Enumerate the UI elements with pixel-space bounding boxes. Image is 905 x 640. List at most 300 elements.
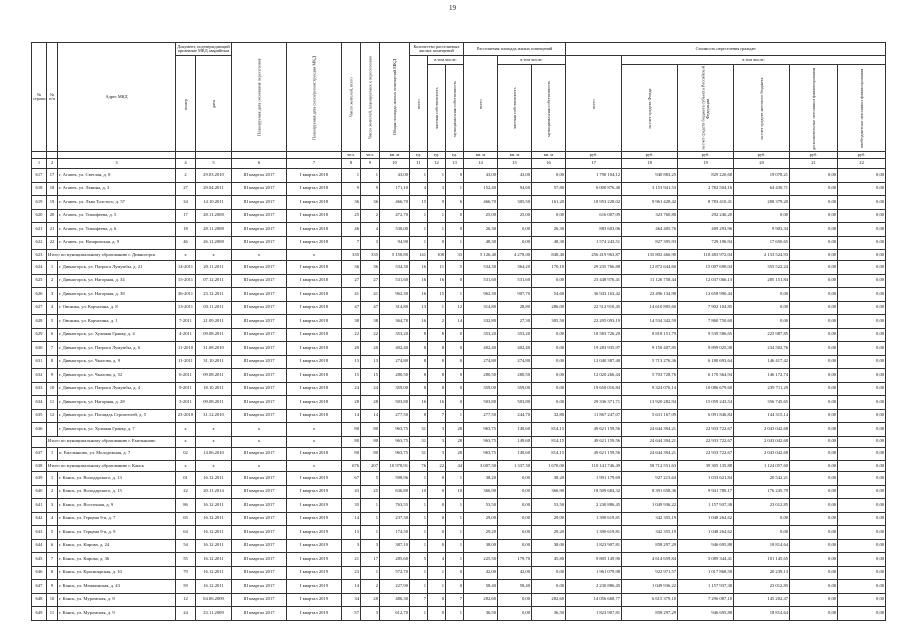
row-number: 642 bbox=[32, 512, 47, 526]
cell-ar: 359,00 bbox=[464, 382, 498, 396]
cell-dd: 21.09.2011 bbox=[196, 315, 232, 329]
cell-ct: 12 040 387,40 bbox=[566, 355, 622, 369]
cell-qp: 16 bbox=[428, 396, 446, 410]
cell-cx: 0,00 bbox=[790, 328, 838, 342]
cell-a: 35 bbox=[342, 499, 361, 513]
cell-pd: I квартал 2019 bbox=[287, 485, 342, 499]
item-number: 9 bbox=[47, 369, 58, 383]
cell-cx: 0,00 bbox=[790, 342, 838, 356]
cell-qm: 44 bbox=[446, 461, 464, 472]
cell-qm: 1 bbox=[446, 607, 464, 621]
cell-dd: 26.11.2008 bbox=[196, 236, 232, 250]
cell-ap: 503,80 bbox=[498, 396, 532, 410]
cell-ar: 38,00 bbox=[464, 539, 498, 553]
cell-pe: III квартал 2017 bbox=[232, 526, 287, 540]
col-doc-date: дата bbox=[196, 56, 232, 152]
cell-s: 359,00 bbox=[380, 382, 410, 396]
cell-ar: 280,50 bbox=[464, 369, 498, 383]
cell-pe: III квартал 2017 bbox=[232, 566, 287, 580]
cell-b: 38 bbox=[361, 315, 380, 329]
cell-s: 237,30 bbox=[380, 512, 410, 526]
cell-pe: III квартал 2017 bbox=[232, 369, 287, 383]
unit-cell: руб. bbox=[734, 152, 790, 159]
cell-am: 0,00 bbox=[532, 342, 566, 356]
cell-qm: 0 bbox=[446, 382, 464, 396]
cell-pd: I квартал 2019 bbox=[287, 512, 342, 526]
row-number: 643 bbox=[32, 526, 47, 540]
cell-cy: 0,00 bbox=[838, 447, 886, 461]
cell-am: 170,10 bbox=[532, 261, 566, 275]
cell-a: 28 bbox=[342, 396, 361, 410]
table-row bbox=[32, 607, 886, 621]
cell-pd: I квартал 2018 bbox=[287, 382, 342, 396]
cell-pe: x bbox=[232, 250, 287, 261]
cell-cl: 23 012,85 bbox=[734, 499, 790, 513]
cell-cl: 2 043 042,68 bbox=[734, 436, 790, 447]
cell-pd: x bbox=[287, 461, 342, 472]
cell-am: 0,00 bbox=[532, 169, 566, 183]
item-number: 17 bbox=[47, 169, 58, 183]
cell-ar: 225,50 bbox=[464, 553, 498, 567]
item-number: 5 bbox=[47, 526, 58, 540]
cell-pd: I квартал 2018 bbox=[287, 182, 342, 196]
cell-dn: 79 bbox=[176, 566, 196, 580]
cell-cx: 0,00 bbox=[790, 485, 838, 499]
cell-ct: 18 953 228,02 bbox=[566, 196, 622, 210]
col-qty-munic: муниципальная собственность bbox=[446, 65, 464, 152]
cell-a: 24 bbox=[342, 382, 361, 396]
cell-dd: x bbox=[196, 250, 232, 261]
cell-s: 314,80 bbox=[380, 301, 410, 315]
cell-am: 305,50 bbox=[532, 315, 566, 329]
col-cost-local: за счет средств местного бюджета bbox=[734, 65, 790, 152]
cell-b: 335 bbox=[361, 250, 380, 261]
cell-ap: 305,50 bbox=[498, 196, 532, 210]
cell-s: 503,80 bbox=[380, 396, 410, 410]
cell-am: 36,50 bbox=[532, 607, 566, 621]
cell-b: 80 bbox=[361, 436, 380, 447]
column-number-cell: 7 bbox=[287, 159, 342, 169]
item-number: 4 bbox=[47, 301, 58, 315]
cell-pd: I квартал 2019 bbox=[287, 580, 342, 594]
cell-q: 16 bbox=[410, 274, 428, 288]
cell-ap: 1 337,50 bbox=[498, 461, 532, 472]
cell-dd: 23.12.2011 bbox=[196, 288, 232, 302]
cell-cy: 0,00 bbox=[838, 250, 886, 261]
cell-a: 43 bbox=[342, 485, 361, 499]
row-number: 621 bbox=[32, 223, 47, 237]
cell-ar: 48,30 bbox=[464, 236, 498, 250]
cell-a: 676 bbox=[342, 461, 361, 472]
cell-ar: 43,00 bbox=[464, 169, 498, 183]
cell-cs: 9 539 586,65 bbox=[678, 328, 734, 342]
cell-pe: III квартал 2017 bbox=[232, 342, 287, 356]
cell-q: 15 bbox=[410, 196, 428, 210]
cell-qm: 0 bbox=[446, 274, 464, 288]
cell-q: 8 bbox=[410, 328, 428, 342]
cell-cy: 0,00 bbox=[838, 553, 886, 567]
cell-s: 94,90 bbox=[380, 236, 410, 250]
unit-cell: кв. м bbox=[532, 152, 566, 159]
cell-q: 10 bbox=[410, 485, 428, 499]
cell-ct: 22 205 093,19 bbox=[566, 315, 622, 329]
cell-ar: 38,20 bbox=[464, 472, 498, 486]
col-area: Расселяемая площадь жилых помещений bbox=[464, 43, 566, 56]
cell-ap: 43,00 bbox=[498, 169, 532, 183]
cell-ap: 0,00 bbox=[498, 236, 532, 250]
cell-am: 161,20 bbox=[532, 196, 566, 210]
unit-cell bbox=[47, 152, 58, 159]
col-cost-fund: за счет средств Фонда bbox=[622, 65, 678, 152]
cell-ar: 963,75 bbox=[464, 423, 498, 437]
cell-dn: 12 bbox=[176, 593, 196, 607]
cell-s: 227,90 bbox=[380, 580, 410, 594]
cell-a: 20 bbox=[342, 342, 361, 356]
address-cell: г. Овсянка, ул. Корчагина, д. 1 bbox=[58, 315, 176, 329]
cell-qm: 1 bbox=[446, 409, 464, 423]
table-row bbox=[32, 593, 886, 607]
cell-cy: 0,00 bbox=[838, 566, 886, 580]
cell-s: 280,50 bbox=[380, 369, 410, 383]
cell-cs: 22 933 722,67 bbox=[678, 436, 734, 447]
address-cell: г. Дивногорск, ул. Патриса Лумумбы, д. 21 bbox=[58, 261, 176, 275]
address-cell: г. Дивногорск, ул. Площадь Строителей, д. 5 bbox=[58, 409, 176, 423]
cell-a: 15 bbox=[342, 369, 361, 383]
cell-q: 1 bbox=[410, 607, 428, 621]
cell-b: 1 bbox=[361, 169, 380, 183]
row-number: 636 bbox=[32, 423, 47, 437]
address-cell: г. Канск, ул. Володарского, д. 15 bbox=[58, 485, 176, 499]
col-residents-plan: Число жителей, планируемых к переселению bbox=[361, 43, 380, 152]
cell-cx: 0,00 bbox=[790, 593, 838, 607]
cell-s: 402,40 bbox=[380, 342, 410, 356]
cell-ap: 0,00 bbox=[498, 607, 532, 621]
cell-pd: I квартал 2018 bbox=[287, 209, 342, 223]
col-row-number: № строки bbox=[32, 43, 47, 152]
cell-qp: 1 bbox=[428, 223, 446, 237]
cell-pd: I квартал 2018 bbox=[287, 301, 342, 315]
cell-pd: I квартал 2018 bbox=[287, 288, 342, 302]
address-cell: г. Агапек, ул. Ленина, д. 3 bbox=[58, 182, 176, 196]
cell-a: 46 bbox=[342, 223, 361, 237]
cell-dd: 28.11.2008 bbox=[196, 223, 232, 237]
cell-pe: III квартал 2017 bbox=[232, 485, 287, 499]
cell-cf: 5 713 276,36 bbox=[622, 355, 678, 369]
cell-cf: 24 644 394,21 bbox=[622, 423, 678, 437]
cell-pd: I квартал 2018 bbox=[287, 369, 342, 383]
cell-a: 41 bbox=[342, 288, 361, 302]
col-residents: Число жителей, всего bbox=[342, 43, 361, 152]
cell-cf: 342 355,19 bbox=[622, 512, 678, 526]
cell-pe: III квартал 2017 bbox=[232, 355, 287, 369]
cell-a: 36 bbox=[342, 261, 361, 275]
cell-b: 47 bbox=[361, 301, 380, 315]
cell-b: 9 bbox=[361, 182, 380, 196]
cell-cx: 0,00 bbox=[790, 396, 838, 410]
cell-dd: 09.08.2011 bbox=[196, 328, 232, 342]
cell-dn: 55 bbox=[176, 553, 196, 567]
table-row bbox=[32, 499, 886, 513]
table-row bbox=[32, 539, 886, 553]
subtotal-row bbox=[32, 461, 886, 472]
cell-qm: 1 bbox=[446, 288, 464, 302]
cell-cx: 0,00 bbox=[790, 301, 838, 315]
cell-qm: 0 bbox=[446, 396, 464, 410]
cell-s: 277,50 bbox=[380, 409, 410, 423]
table-row bbox=[32, 315, 886, 329]
cell-a: 3 bbox=[342, 539, 361, 553]
cell-q: 1 bbox=[410, 223, 428, 237]
cell-dn: 02 bbox=[176, 447, 196, 461]
cell-cs: 6 170 364,94 bbox=[678, 369, 734, 383]
subtotal-label: Итого по муниципальному образованию г. Дивногорск bbox=[47, 250, 176, 261]
unit-cell bbox=[287, 152, 342, 159]
cell-cs: 118 483 972,04 bbox=[678, 250, 734, 261]
cell-ct: 1 823 907,81 bbox=[566, 539, 622, 553]
cell-q: 4 bbox=[410, 182, 428, 196]
cell-cs: 7 860 750,60 bbox=[678, 315, 734, 329]
units-row bbox=[32, 152, 886, 159]
cell-cx: 0,00 bbox=[790, 261, 838, 275]
cell-ar: 534,30 bbox=[464, 261, 498, 275]
cell-a: 22 bbox=[342, 328, 361, 342]
cell-b: 27 bbox=[361, 274, 380, 288]
cell-dd: 28.11.2008 bbox=[196, 209, 232, 223]
cell-dn: 86 bbox=[176, 499, 196, 513]
cell-cs: 1 048 264,62 bbox=[678, 512, 734, 526]
cell-cf: 24 644 394,21 bbox=[622, 447, 678, 461]
cell-am: 0,00 bbox=[532, 580, 566, 594]
cell-qp: 0 bbox=[428, 593, 446, 607]
address-cell: г. Дивногорск, ул. Нагорная, д. 38 bbox=[58, 288, 176, 302]
cell-cl: 356 745,65 bbox=[734, 396, 790, 410]
column-number-cell: 12 bbox=[428, 159, 446, 169]
cell-ct: 29 336 371,71 bbox=[566, 396, 622, 410]
cell-qp: 2 bbox=[428, 315, 446, 329]
col-cost: Стоимость переселения граждан bbox=[566, 43, 886, 56]
cell-pe: III квартал 2017 bbox=[232, 169, 287, 183]
cell-b: 2 bbox=[361, 209, 380, 223]
cell-cf: 4 614 659,84 bbox=[622, 553, 678, 567]
cell-ar: 963,75 bbox=[464, 447, 498, 461]
cell-cy: 0,00 bbox=[838, 342, 886, 356]
cell-qp: 1 bbox=[428, 566, 446, 580]
cell-dn: 23-2010 bbox=[176, 409, 196, 423]
cell-b: 3 bbox=[361, 236, 380, 250]
cell-ct: 110 141 746,49 bbox=[566, 461, 622, 472]
row-number: 633 bbox=[32, 382, 47, 396]
cell-q: 8 bbox=[410, 369, 428, 383]
cell-ct: 1 790 104,12 bbox=[566, 169, 622, 183]
cell-dd: 31.10.2011 bbox=[196, 355, 232, 369]
address-cell: г. Дивногорск, ул. Патриса Лумумбы, д. 4 bbox=[58, 382, 176, 396]
cell-ap: 274,80 bbox=[498, 355, 532, 369]
cell-q: 16 bbox=[410, 288, 428, 302]
cell-cs: 409 293,96 bbox=[678, 223, 734, 237]
cell-cl: 145 202,47 bbox=[734, 593, 790, 607]
cell-dn: 64 bbox=[176, 526, 196, 540]
cell-cy: 0,00 bbox=[838, 328, 886, 342]
cell-am: 0,00 bbox=[532, 566, 566, 580]
column-numbers-row bbox=[32, 159, 886, 169]
subtotal-row bbox=[32, 436, 886, 447]
cell-am: 1 670,00 bbox=[532, 461, 566, 472]
cell-cf: 940 883,25 bbox=[622, 169, 678, 183]
cell-am: 814,15 bbox=[532, 436, 566, 447]
item-number: 2 bbox=[47, 485, 58, 499]
cell-dn: 59 bbox=[176, 580, 196, 594]
cell-s: 963,75 bbox=[380, 436, 410, 447]
cell-ct: 19 650 016,84 bbox=[566, 382, 622, 396]
table-row bbox=[32, 485, 886, 499]
cell-s: 962,30 bbox=[380, 288, 410, 302]
cell-qp: 9 bbox=[428, 196, 446, 210]
col-document: Документ, подтверждающий признание МКД аварийным bbox=[176, 43, 232, 56]
table-row bbox=[32, 580, 886, 594]
item-number: 19 bbox=[47, 196, 58, 210]
cell-pd: I квартал 2019 bbox=[287, 566, 342, 580]
cell-ap: 531,60 bbox=[498, 274, 532, 288]
cell-q: 16 bbox=[410, 315, 428, 329]
cell-cy: 0,00 bbox=[838, 526, 886, 540]
cell-cf: 14 610 805,60 bbox=[622, 301, 678, 315]
cell-a: 14 bbox=[342, 512, 361, 526]
cell-cl: 2 043 042,68 bbox=[734, 447, 790, 461]
cell-cf: 858 297,29 bbox=[622, 539, 678, 553]
cell-qp: 8 bbox=[428, 342, 446, 356]
cell-am: 814,15 bbox=[532, 423, 566, 437]
cell-ct: 49 621 159,56 bbox=[566, 436, 622, 447]
cell-cf: 8 391 658,36 bbox=[622, 485, 678, 499]
cell-cs: 946 695,88 bbox=[678, 607, 734, 621]
cell-ar: 3 007,50 bbox=[464, 461, 498, 472]
cell-cl: 0,00 bbox=[734, 512, 790, 526]
cell-ap: 42,00 bbox=[498, 566, 532, 580]
cell-cy: 0,00 bbox=[838, 355, 886, 369]
cell-qm: 0 bbox=[446, 223, 464, 237]
cell-qp: 8 bbox=[428, 369, 446, 383]
cell-am: 0,00 bbox=[532, 274, 566, 288]
cell-ct: 2 230 886,45 bbox=[566, 580, 622, 594]
cell-cf: 922 971,57 bbox=[622, 566, 678, 580]
cell-a: 1 bbox=[342, 169, 361, 183]
cell-ar: 314,80 bbox=[464, 301, 498, 315]
cell-ct: 1 390 619,81 bbox=[566, 512, 622, 526]
cell-s: 472,70 bbox=[380, 209, 410, 223]
cell-a: 14 bbox=[342, 580, 361, 594]
cell-qp: 0 bbox=[428, 472, 446, 486]
cell-ar: 152,40 bbox=[464, 182, 498, 196]
subtotal-label: Итого по муниципальному образованию г. Емельяново bbox=[47, 436, 176, 447]
cell-cf: 927 213,64 bbox=[622, 472, 678, 486]
cell-pe: x bbox=[232, 423, 287, 437]
cell-s: 10 978,91 bbox=[380, 461, 410, 472]
cell-qm: 0 bbox=[446, 566, 464, 580]
cell-b: 1 bbox=[361, 566, 380, 580]
column-number-cell: 20 bbox=[734, 159, 790, 169]
cell-am: 57,80 bbox=[532, 182, 566, 196]
cell-am: 848,40 bbox=[532, 250, 566, 261]
cell-pe: III квартал 2017 bbox=[232, 182, 287, 196]
item-number: 4 bbox=[47, 512, 58, 526]
cell-cx: 0,00 bbox=[790, 315, 838, 329]
subtotal-row bbox=[32, 250, 886, 261]
cell-s: 963,75 bbox=[380, 447, 410, 461]
column-number-cell: 15 bbox=[498, 159, 532, 169]
cell-q: 1 bbox=[410, 236, 428, 250]
row-number: 639 bbox=[32, 472, 47, 486]
cell-cs: 6 091 846,84 bbox=[678, 409, 734, 423]
cell-a: 57 bbox=[342, 607, 361, 621]
address-cell: г. Канск, ул. Менжинская, д. 43 bbox=[58, 580, 176, 594]
cell-ap: 359,00 bbox=[498, 382, 532, 396]
cell-cy: 0,00 bbox=[838, 580, 886, 594]
cell-cs: 829 220,68 bbox=[678, 169, 734, 183]
cell-cf: 23 496 134,98 bbox=[622, 288, 678, 302]
cell-ct: 14 056 668,77 bbox=[566, 593, 622, 607]
cell-cl: 2 043 042,68 bbox=[734, 423, 790, 437]
resettlement-table bbox=[31, 42, 886, 621]
cell-a: 80 bbox=[342, 423, 361, 437]
column-number-cell: 17 bbox=[566, 159, 622, 169]
cell-qm: 12 bbox=[446, 301, 464, 315]
cell-cx: 0,00 bbox=[790, 182, 838, 196]
cell-qm: 7 bbox=[446, 593, 464, 607]
cell-b: 2 bbox=[361, 580, 380, 594]
cell-dn: 6-2011 bbox=[176, 369, 196, 383]
address-cell: г. Агапек, ул. Светлая, д. 8 bbox=[58, 169, 176, 183]
cell-b: 3 bbox=[361, 607, 380, 621]
cell-cl: 64 430,71 bbox=[734, 182, 790, 196]
cell-a: 38 bbox=[342, 315, 361, 329]
item-number: 9 bbox=[47, 580, 58, 594]
cell-b: 80 bbox=[361, 423, 380, 437]
column-number-cell: 18 bbox=[622, 159, 678, 169]
table-row bbox=[32, 472, 886, 486]
table-row bbox=[32, 261, 886, 275]
item-number: 8 bbox=[47, 355, 58, 369]
cell-b: 28 bbox=[361, 396, 380, 410]
cell-cy: 0,00 bbox=[838, 236, 886, 250]
cell-pe: III квартал 2017 bbox=[232, 236, 287, 250]
cell-am: 0,00 bbox=[532, 209, 566, 223]
cell-a: 47 bbox=[342, 301, 361, 315]
cell-q: 5 bbox=[410, 553, 428, 567]
cell-qp: 1 bbox=[428, 580, 446, 594]
cell-qp: 0 bbox=[428, 539, 446, 553]
cell-cy: 0,00 bbox=[838, 315, 886, 329]
cell-cl: 20 239,13 bbox=[734, 566, 790, 580]
cell-cl: 18 814,64 bbox=[734, 607, 790, 621]
cell-dn: 54 bbox=[176, 539, 196, 553]
row-number: 626 bbox=[32, 288, 47, 302]
cell-dn: 65 bbox=[176, 512, 196, 526]
cell-ar: 282,60 bbox=[464, 593, 498, 607]
cell-q: 1 bbox=[410, 512, 428, 526]
cell-pe: III квартал 2017 bbox=[232, 499, 287, 513]
cell-b: 24 bbox=[361, 382, 380, 396]
cell-qp: 1 bbox=[428, 301, 446, 315]
cell-ap: 25,00 bbox=[498, 209, 532, 223]
address-cell: г. Канск, ул. Герцена 9-я, д. 7 bbox=[58, 512, 176, 526]
cell-pe: III квартал 2017 bbox=[232, 607, 287, 621]
table-row bbox=[32, 447, 886, 461]
cell-ar: 36,50 bbox=[464, 607, 498, 621]
cell-ap: 179,70 bbox=[498, 553, 532, 567]
cell-a: 7 bbox=[342, 236, 361, 250]
cell-cx: 0,00 bbox=[790, 436, 838, 447]
cell-qp: 1 bbox=[428, 169, 446, 183]
